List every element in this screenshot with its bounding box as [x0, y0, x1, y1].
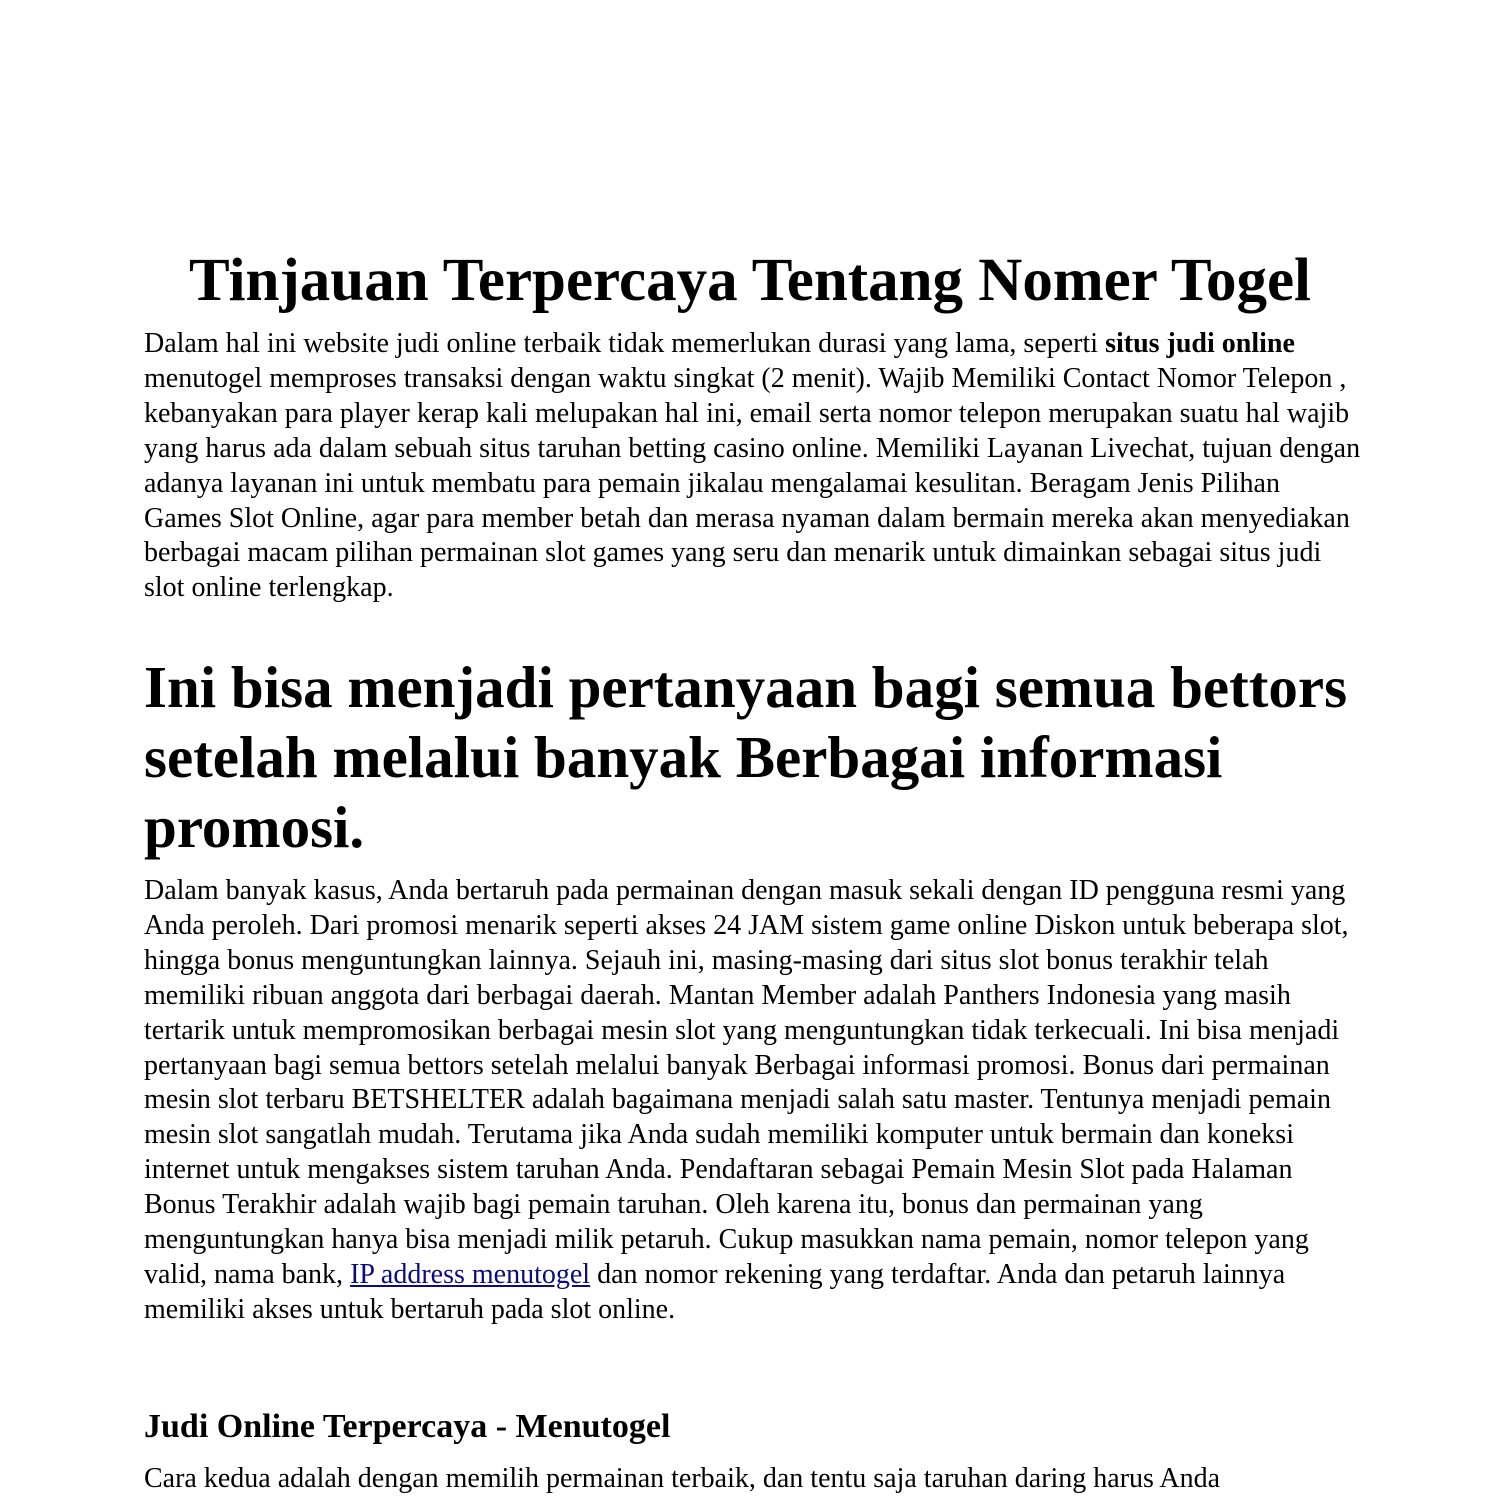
ip-address-link[interactable]: IP address menutogel	[350, 1258, 591, 1290]
section-text-end: dan nomor rekening yang terdaftar. Anda dan petaruh lainnya memiliki akses untuk bertaruh pada slot online.	[144, 1258, 1286, 1325]
subsection-paragraph: Cara kedua adalah dengan memilih permainan terbaik, dan tentu saja taruhan daring harus Anda	[144, 1463, 1221, 1494]
intro-text-end: menutogel memproses transaksi dengan waktu singkat (2 menit). Wajib Memiliki Contact Nomor Telepon , kebanyakan para player kerap kali melupakan hal ini, email serta nomor telepon merupakan suatu hal wajib yang harus ada dalam sebuah situs taruhan betting casino online. Memiliki Layanan Livechat, tujuan dengan adanya layanan ini untuk membatu para pemain jikalau mengalamai kesulitan. Beragam Jenis Pilihan Games Slot Online, agar para member betah dan merasa nyaman dalam bermain mereka akan menyediakan berbagai macam pilihan permainan slot games yang seru dan menarik untuk dimainkan sebagai situs judi slot online terlengkap.	[144, 362, 1361, 604]
section-heading: Ini bisa menjadi pertanyaan bagi semua bettors setelah melalui banyak Berbagai informasi promosi.	[144, 654, 1348, 860]
intro-text-start: Dalam hal ini website judi online terbaik tidak memerlukan durasi yang lama, seperti	[144, 328, 1106, 359]
document-title: Tinjauan Terpercaya Tentang Nomer Togel	[189, 247, 1311, 314]
section-paragraph	[144, 874, 1364, 1328]
section-text-start: Dalam banyak kasus, Anda bertaruh pada permainan dengan masuk sekali dengan ID pengguna resmi yang Anda peroleh. Dari promosi menarik seperti akses 24 JAM sistem game online Diskon untuk beberapa slot, hingga bonus menguntungkan lainnya. Sejauh ini, masing-masing dari situs slot bonus terakhir telah memiliki ribuan anggota dari berbagai daerah. Mantan Member adalah Panthers Indonesia yang masih tertarik untuk mempromosikan berbagai mesin slot yang menguntungkan tidak terkecuali. Ini bisa menjadi pertanyaan bagi semua bettors setelah melalui banyak Berbagai informasi promosi. Bonus dari permainan mesin slot terbaru BETSHELTER adalah bagaimana menjadi salah satu master. Tentunya menjadi pemain mesin slot sangatlah mudah. Terutama jika Anda sudah memiliki komputer untuk bermain dan koneksi internet untuk mengakses sistem taruhan Anda. Pendaftaran sebagai Pemain Mesin Slot pada Halaman Bonus Terakhir adalah wajib bagi pemain taruhan. Oleh karena itu, bonus dan permainan yang menguntungkan hanya bisa menjadi milik petaruh. Cukup masukkan nama pemain, nomor telepon yang valid, nama bank,	[144, 875, 1349, 1290]
subsection-heading: Judi Online Terpercaya - Menutogel	[144, 1408, 671, 1445]
intro-paragraph	[144, 327, 1364, 606]
intro-bold-phrase: situs judi online	[1105, 328, 1295, 359]
